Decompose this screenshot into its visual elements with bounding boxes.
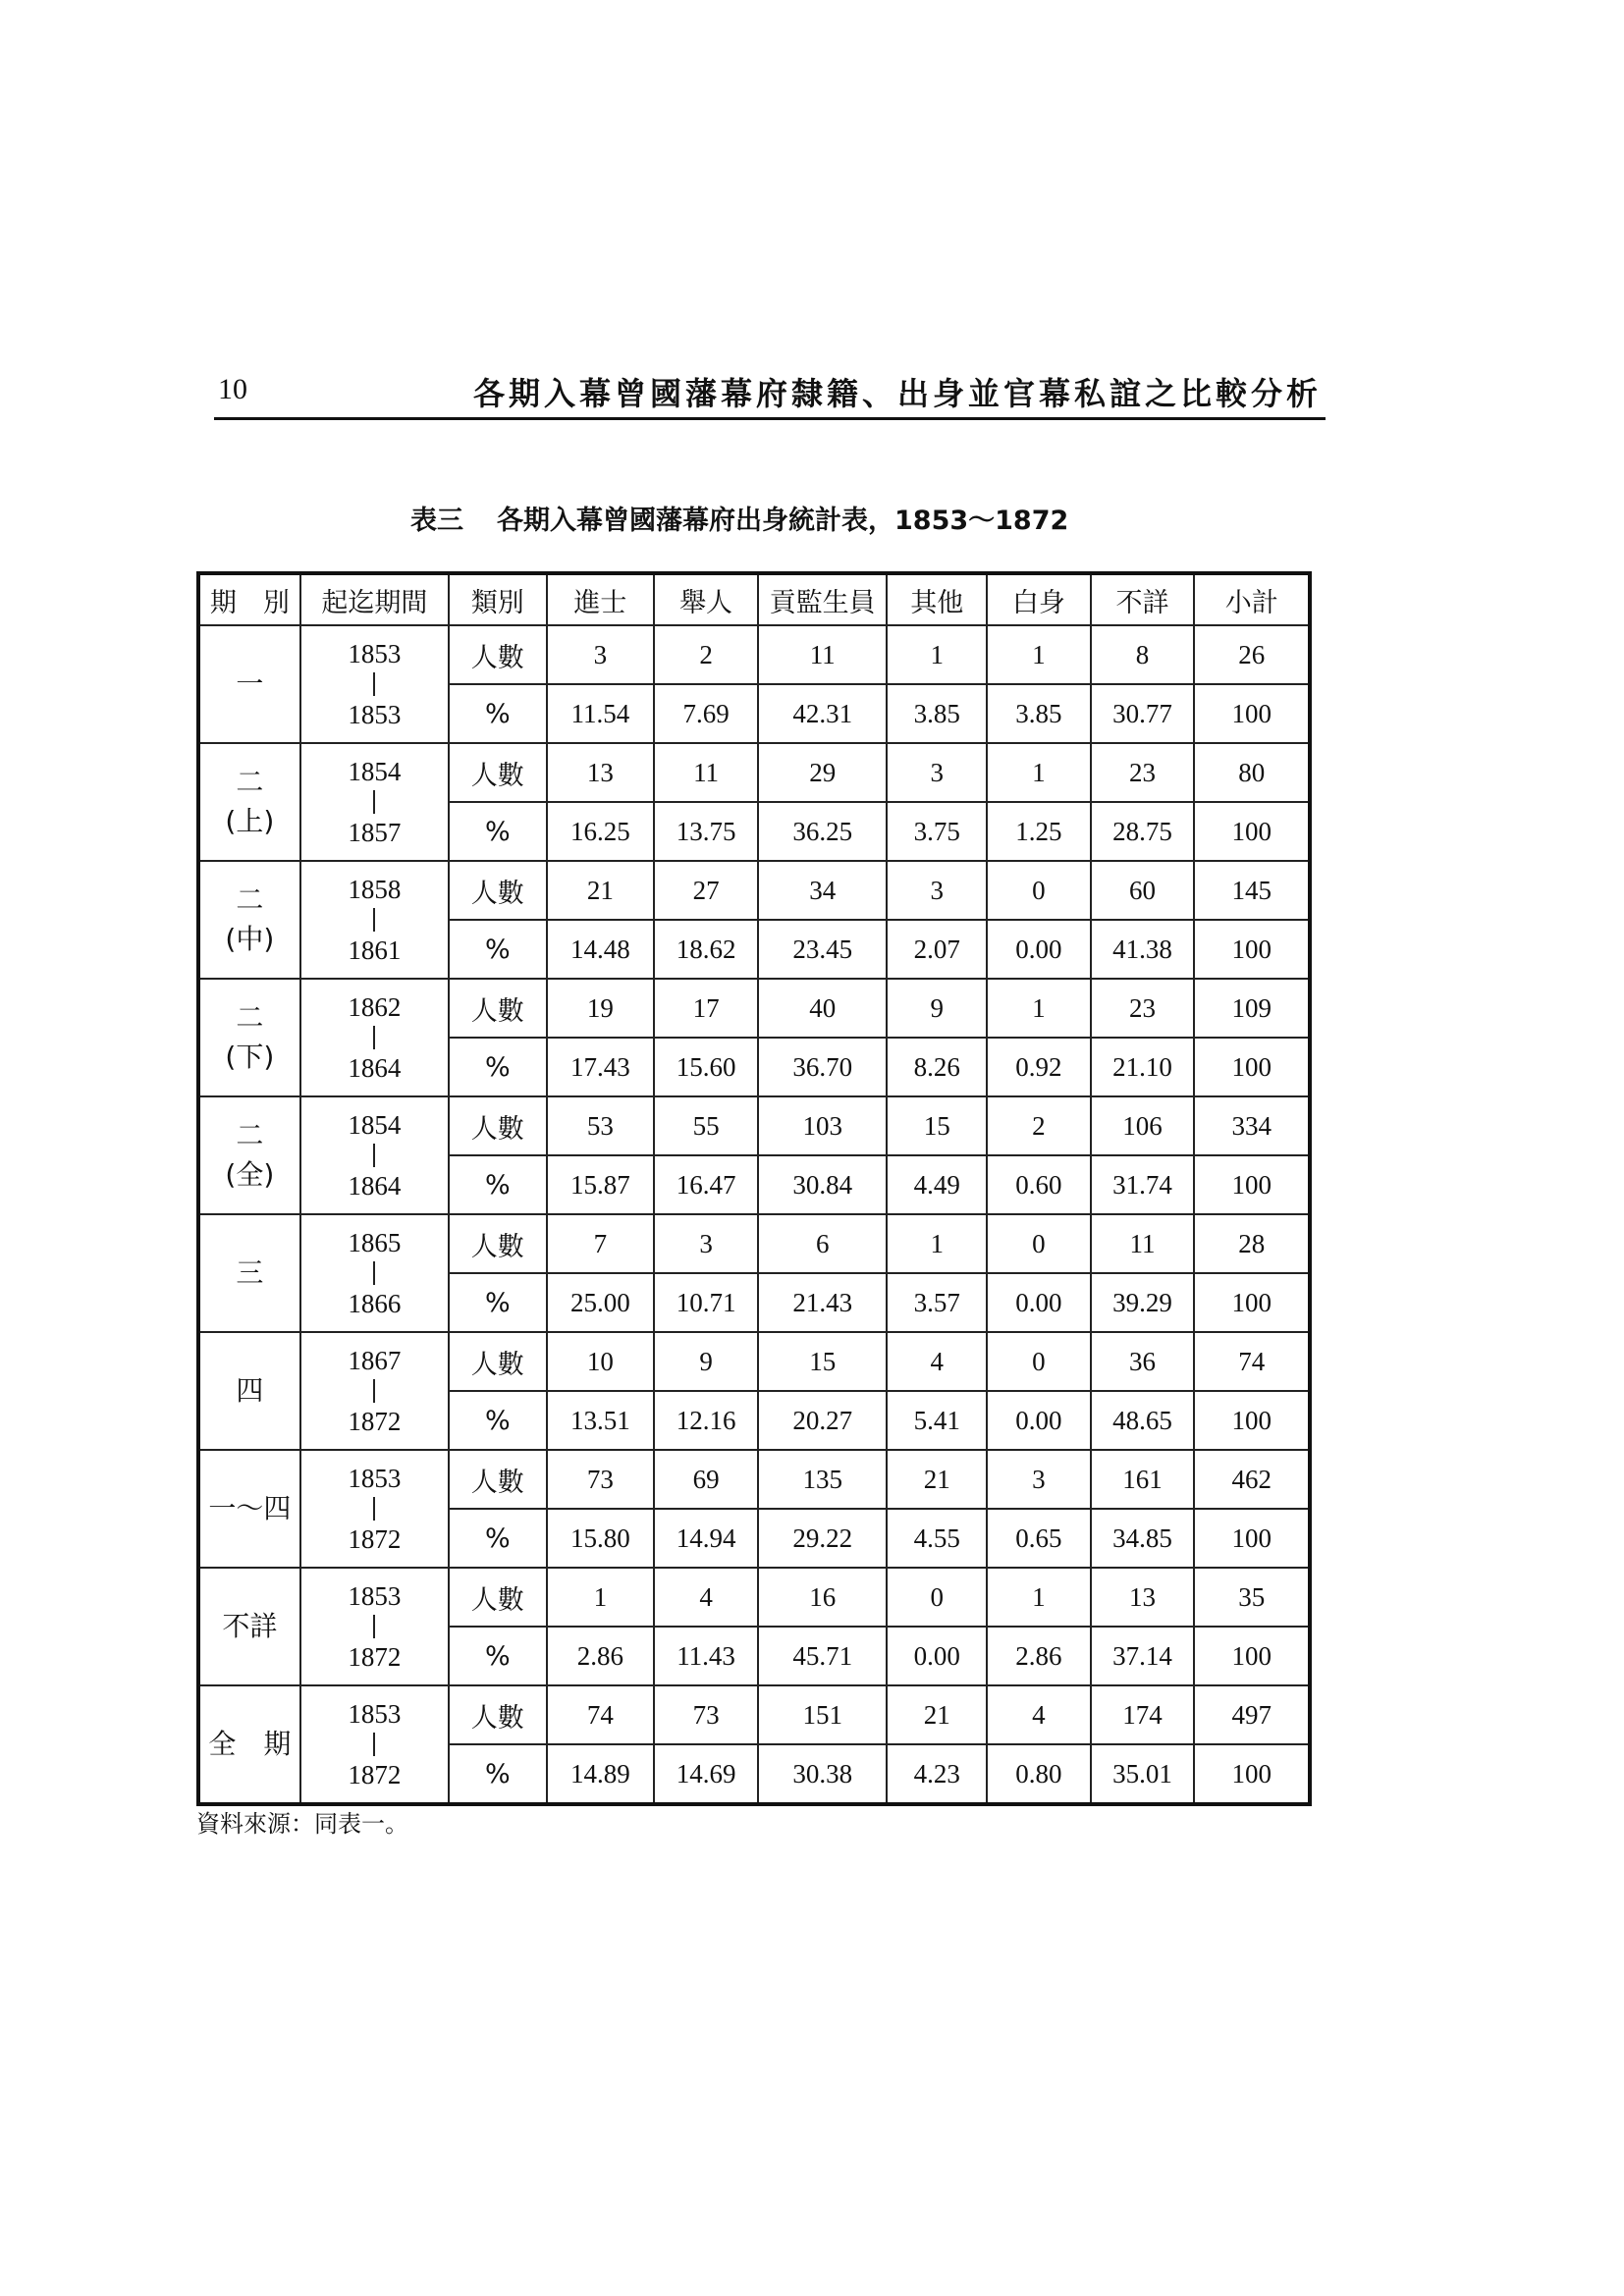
count-cell: 73 (654, 1685, 758, 1744)
period-label: 二 (全) (225, 1119, 275, 1191)
count-cell: 3 (887, 861, 987, 920)
kind-percent-label: % (449, 802, 547, 861)
percent-cell: 100 (1194, 802, 1310, 861)
header-unknown: 不詳 (1091, 573, 1195, 625)
date-range-cell (300, 1450, 449, 1568)
count-cell: 106 (1091, 1096, 1195, 1155)
range-connector (373, 1615, 375, 1638)
count-cell: 161 (1091, 1450, 1195, 1509)
statistics-table (196, 571, 1312, 1806)
kind-percent-label: % (449, 1391, 547, 1450)
table-row (198, 1214, 1310, 1273)
count-cell: 135 (758, 1450, 888, 1509)
page-header (214, 365, 1326, 420)
percent-cell: 21.43 (758, 1273, 888, 1332)
period-cell (198, 1568, 300, 1685)
count-cell: 0 (887, 1568, 987, 1627)
count-cell: 80 (1194, 743, 1310, 802)
header-juren: 舉人 (654, 573, 758, 625)
count-cell: 6 (758, 1214, 888, 1273)
count-cell: 28 (1194, 1214, 1310, 1273)
percent-cell: 10.71 (654, 1273, 758, 1332)
percent-cell: 13.75 (654, 802, 758, 861)
kind-percent-label: % (449, 1627, 547, 1685)
percent-cell: 11.54 (547, 684, 655, 743)
table-title-label: 表三 (410, 506, 463, 536)
range-connector (373, 1261, 375, 1285)
date-range-cell (300, 1685, 449, 1804)
header-rule (214, 417, 1326, 420)
range-start: 1858 (348, 875, 402, 904)
count-cell: 69 (654, 1450, 758, 1509)
percent-cell: 37.14 (1091, 1627, 1195, 1685)
count-cell: 174 (1091, 1685, 1195, 1744)
count-cell: 7 (547, 1214, 655, 1273)
percent-cell: 3.85 (987, 684, 1091, 743)
header-commoner: 白身 (987, 573, 1091, 625)
percent-cell: 100 (1194, 1391, 1310, 1450)
percent-cell: 48.65 (1091, 1391, 1195, 1450)
percent-cell: 14.48 (547, 920, 655, 979)
table-row (198, 743, 1310, 802)
kind-percent-label: % (449, 1509, 547, 1568)
percent-cell: 0.65 (987, 1509, 1091, 1568)
percent-cell: 14.94 (654, 1509, 758, 1568)
percent-cell: 14.69 (654, 1744, 758, 1804)
percent-cell: 16.25 (547, 802, 655, 861)
percent-cell: 100 (1194, 1509, 1310, 1568)
range-start: 1862 (348, 992, 402, 1022)
percent-cell: 39.29 (1091, 1273, 1195, 1332)
percent-cell: 28.75 (1091, 802, 1195, 861)
count-cell: 0 (987, 861, 1091, 920)
count-cell: 15 (887, 1096, 987, 1155)
period-cell (198, 1685, 300, 1804)
percent-cell: 1.25 (987, 802, 1091, 861)
count-cell: 2 (987, 1096, 1091, 1155)
period-cell (198, 979, 300, 1096)
count-cell: 0 (987, 1214, 1091, 1273)
header-date-range: 起迄期間 (300, 573, 449, 625)
percent-cell: 29.22 (758, 1509, 888, 1568)
percent-cell: 30.84 (758, 1155, 888, 1214)
date-range-cell (300, 1332, 449, 1450)
percent-cell: 20.27 (758, 1391, 888, 1450)
count-cell: 1 (887, 625, 987, 684)
count-cell: 8 (1091, 625, 1195, 684)
period-label: 四 (236, 1374, 264, 1407)
range-start: 1853 (348, 1464, 402, 1493)
percent-cell: 0.00 (987, 920, 1091, 979)
count-cell: 0 (987, 1332, 1091, 1391)
percent-cell: 34.85 (1091, 1509, 1195, 1568)
count-cell: 27 (654, 861, 758, 920)
count-cell: 151 (758, 1685, 888, 1744)
percent-cell: 100 (1194, 1038, 1310, 1096)
count-cell: 1 (987, 979, 1091, 1038)
kind-percent-label: % (449, 920, 547, 979)
count-cell: 9 (887, 979, 987, 1038)
range-end: 1864 (348, 1053, 402, 1083)
count-cell: 23 (1091, 979, 1195, 1038)
count-cell: 10 (547, 1332, 655, 1391)
kind-percent-label: % (449, 1273, 547, 1332)
percent-cell: 0.92 (987, 1038, 1091, 1096)
percent-cell: 5.41 (887, 1391, 987, 1450)
table-row (198, 1332, 1310, 1391)
count-cell: 3 (654, 1214, 758, 1273)
percent-cell: 36.25 (758, 802, 888, 861)
period-cell (198, 1450, 300, 1568)
count-cell: 9 (654, 1332, 758, 1391)
table-row (198, 1685, 1310, 1744)
kind-count-label: 人數 (449, 979, 547, 1038)
period-label: 一 (236, 667, 264, 700)
percent-cell: 4.55 (887, 1509, 987, 1568)
percent-cell: 30.38 (758, 1744, 888, 1804)
count-cell: 3 (547, 625, 655, 684)
range-end: 1853 (348, 700, 402, 729)
percent-cell: 0.60 (987, 1155, 1091, 1214)
period-label: 三 (236, 1256, 264, 1289)
table-body (198, 625, 1310, 1804)
running-title: 各期入幕曾國藩幕府隸籍、出身並官幕私誼之比較分析 (472, 375, 1322, 412)
header-jinshi: 進士 (547, 573, 655, 625)
percent-cell: 100 (1194, 920, 1310, 979)
percent-cell: 42.31 (758, 684, 888, 743)
percent-cell: 3.75 (887, 802, 987, 861)
count-cell: 462 (1194, 1450, 1310, 1509)
kind-percent-label: % (449, 1038, 547, 1096)
table-row (198, 625, 1310, 684)
kind-count-label: 人數 (449, 1568, 547, 1627)
count-cell: 4 (654, 1568, 758, 1627)
percent-cell: 18.62 (654, 920, 758, 979)
percent-cell: 35.01 (1091, 1744, 1195, 1804)
header-period: 期 別 (198, 573, 300, 625)
range-start: 1853 (348, 1699, 402, 1729)
count-cell: 35 (1194, 1568, 1310, 1627)
header-subtotal: 小計 (1194, 573, 1310, 625)
count-cell: 11 (654, 743, 758, 802)
range-connector (373, 1379, 375, 1403)
range-start: 1853 (348, 1581, 402, 1611)
period-cell (198, 743, 300, 861)
count-cell: 145 (1194, 861, 1310, 920)
percent-cell: 4.49 (887, 1155, 987, 1214)
header-gongjian-shengyuan: 貢監生員 (758, 573, 888, 625)
count-cell: 11 (758, 625, 888, 684)
percent-cell: 45.71 (758, 1627, 888, 1685)
table-row (198, 861, 1310, 920)
percent-cell: 3.85 (887, 684, 987, 743)
percent-cell: 2.86 (547, 1627, 655, 1685)
count-cell: 23 (1091, 743, 1195, 802)
count-cell: 74 (1194, 1332, 1310, 1391)
percent-cell: 100 (1194, 1627, 1310, 1685)
count-cell: 16 (758, 1568, 888, 1627)
count-cell: 3 (887, 743, 987, 802)
range-end: 1872 (348, 1407, 402, 1436)
table-title (410, 499, 1068, 537)
count-cell: 13 (547, 743, 655, 802)
percent-cell: 100 (1194, 1155, 1310, 1214)
count-cell: 19 (547, 979, 655, 1038)
count-cell: 3 (987, 1450, 1091, 1509)
range-end: 1861 (348, 935, 402, 965)
count-cell: 4 (987, 1685, 1091, 1744)
kind-percent-label: % (449, 1155, 547, 1214)
kind-count-label: 人數 (449, 625, 547, 684)
percent-cell: 11.43 (654, 1627, 758, 1685)
percent-cell: 0.00 (887, 1627, 987, 1685)
percent-cell: 0.00 (987, 1273, 1091, 1332)
percent-cell: 21.10 (1091, 1038, 1195, 1096)
period-label: 二 (下) (225, 1001, 275, 1073)
header-kind: 類別 (449, 573, 547, 625)
count-cell: 1 (987, 1568, 1091, 1627)
percent-cell: 2.07 (887, 920, 987, 979)
kind-count-label: 人數 (449, 1332, 547, 1391)
kind-count-label: 人數 (449, 1214, 547, 1273)
date-range-cell (300, 861, 449, 979)
count-cell: 13 (1091, 1568, 1195, 1627)
range-connector (373, 1497, 375, 1521)
percent-cell: 4.23 (887, 1744, 987, 1804)
percent-cell: 31.74 (1091, 1155, 1195, 1214)
date-range-cell (300, 1214, 449, 1332)
period-cell (198, 1214, 300, 1332)
date-range-cell (300, 979, 449, 1096)
period-label: 二 (上) (225, 766, 275, 837)
kind-count-label: 人數 (449, 861, 547, 920)
percent-cell: 100 (1194, 684, 1310, 743)
header-row (198, 573, 1310, 625)
count-cell: 26 (1194, 625, 1310, 684)
period-label: 一～四 (208, 1492, 292, 1524)
percent-cell: 8.26 (887, 1038, 987, 1096)
kind-percent-label: % (449, 1744, 547, 1804)
percent-cell: 3.57 (887, 1273, 987, 1332)
period-cell (198, 861, 300, 979)
period-label: 全 期 (208, 1728, 292, 1760)
range-connector (373, 1026, 375, 1049)
range-end: 1872 (348, 1642, 402, 1672)
range-end: 1872 (348, 1760, 402, 1789)
count-cell: 15 (758, 1332, 888, 1391)
period-label: 二 (中) (225, 883, 275, 955)
range-end: 1872 (348, 1524, 402, 1554)
percent-cell: 0.80 (987, 1744, 1091, 1804)
percent-cell: 25.00 (547, 1273, 655, 1332)
percent-cell: 100 (1194, 1744, 1310, 1804)
header-other: 其他 (887, 573, 987, 625)
count-cell: 103 (758, 1096, 888, 1155)
count-cell: 2 (654, 625, 758, 684)
count-cell: 40 (758, 979, 888, 1038)
range-start: 1854 (348, 757, 402, 786)
count-cell: 4 (887, 1332, 987, 1391)
range-connector (373, 908, 375, 932)
count-cell: 1 (547, 1568, 655, 1627)
range-start: 1867 (348, 1346, 402, 1375)
percent-cell: 17.43 (547, 1038, 655, 1096)
count-cell: 17 (654, 979, 758, 1038)
kind-count-label: 人數 (449, 1450, 547, 1509)
period-cell (198, 1332, 300, 1450)
percent-cell: 12.16 (654, 1391, 758, 1450)
percent-cell: 100 (1194, 1273, 1310, 1332)
kind-count-label: 人數 (449, 1685, 547, 1744)
count-cell: 1 (987, 743, 1091, 802)
period-label: 不詳 (222, 1610, 278, 1642)
table-row (198, 979, 1310, 1038)
range-connector (373, 1733, 375, 1756)
table-row (198, 1450, 1310, 1509)
count-cell: 11 (1091, 1214, 1195, 1273)
period-cell (198, 625, 300, 743)
range-end: 1864 (348, 1171, 402, 1201)
percent-cell: 2.86 (987, 1627, 1091, 1685)
page-number: 10 (218, 373, 247, 405)
count-cell: 21 (547, 861, 655, 920)
percent-cell: 15.87 (547, 1155, 655, 1214)
date-range-cell (300, 1096, 449, 1214)
source-note: 資料來源：同表一。 (196, 1810, 408, 1838)
date-range-cell (300, 1568, 449, 1685)
count-cell: 1 (887, 1214, 987, 1273)
count-cell: 34 (758, 861, 888, 920)
range-start: 1854 (348, 1110, 402, 1140)
count-cell: 497 (1194, 1685, 1310, 1744)
count-cell: 21 (887, 1685, 987, 1744)
table-row (198, 1568, 1310, 1627)
range-start: 1865 (348, 1228, 402, 1257)
range-connector (373, 790, 375, 814)
count-cell: 53 (547, 1096, 655, 1155)
date-range-cell (300, 625, 449, 743)
table-title-text: 各期入幕曾國藩幕府出身統計表，1853～1872 (497, 506, 1069, 536)
count-cell: 73 (547, 1450, 655, 1509)
kind-count-label: 人數 (449, 743, 547, 802)
percent-cell: 16.47 (654, 1155, 758, 1214)
count-cell: 74 (547, 1685, 655, 1744)
count-cell: 60 (1091, 861, 1195, 920)
range-end: 1866 (348, 1289, 402, 1318)
percent-cell: 7.69 (654, 684, 758, 743)
count-cell: 334 (1194, 1096, 1310, 1155)
range-connector (373, 672, 375, 696)
percent-cell: 30.77 (1091, 684, 1195, 743)
count-cell: 109 (1194, 979, 1310, 1038)
count-cell: 55 (654, 1096, 758, 1155)
percent-cell: 0.00 (987, 1391, 1091, 1450)
count-cell: 1 (987, 625, 1091, 684)
date-range-cell (300, 743, 449, 861)
count-cell: 36 (1091, 1332, 1195, 1391)
percent-cell: 15.60 (654, 1038, 758, 1096)
count-cell: 29 (758, 743, 888, 802)
percent-cell: 14.89 (547, 1744, 655, 1804)
kind-percent-label: % (449, 684, 547, 743)
kind-count-label: 人數 (449, 1096, 547, 1155)
percent-cell: 15.80 (547, 1509, 655, 1568)
percent-cell: 36.70 (758, 1038, 888, 1096)
count-cell: 21 (887, 1450, 987, 1509)
percent-cell: 41.38 (1091, 920, 1195, 979)
percent-cell: 23.45 (758, 920, 888, 979)
table-row (198, 1096, 1310, 1155)
percent-cell: 13.51 (547, 1391, 655, 1450)
period-cell (198, 1096, 300, 1214)
range-start: 1853 (348, 639, 402, 668)
range-end: 1857 (348, 818, 402, 847)
range-connector (373, 1144, 375, 1167)
